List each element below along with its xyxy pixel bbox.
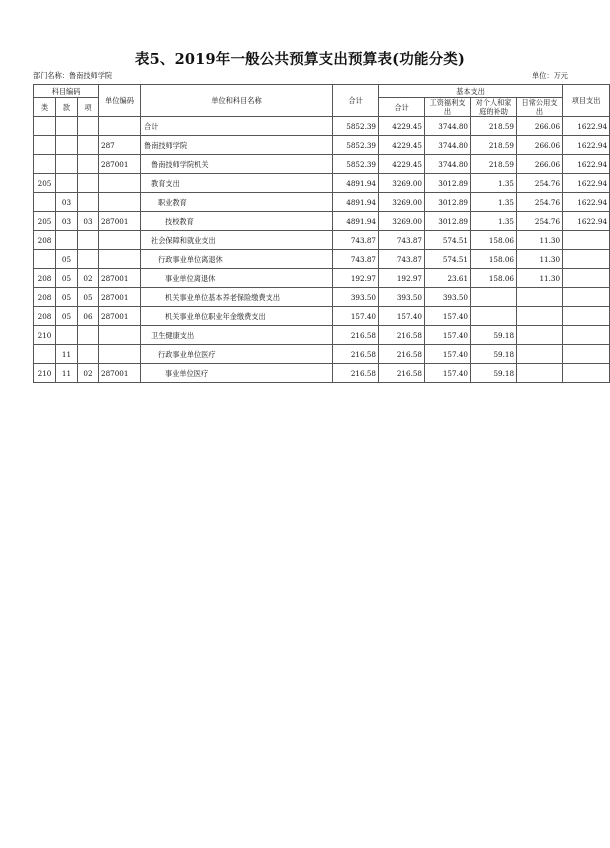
cell-salary: 3012.89 [425, 193, 471, 212]
cell-project [563, 288, 610, 307]
cell-basic-total: 3269.00 [379, 193, 425, 212]
cell-lei: 208 [34, 269, 56, 288]
cell-xiang [78, 326, 99, 345]
cell-name: 职业教育 [141, 193, 333, 212]
cell-personal: 59.18 [471, 326, 517, 345]
table-row [34, 117, 610, 136]
cell-unit-code: 287001 [99, 307, 141, 326]
table-row [34, 364, 610, 383]
budget-table [33, 84, 610, 383]
cell-basic-total: 4229.45 [379, 155, 425, 174]
cell-kuan [56, 174, 78, 193]
cell-daily: 254.76 [517, 212, 563, 231]
cell-project: 1622.94 [563, 136, 610, 155]
cell-project [563, 345, 610, 364]
cell-project [563, 250, 610, 269]
cell-name: 合计 [141, 117, 333, 136]
cell-salary: 157.40 [425, 307, 471, 326]
cell-total: 393.50 [333, 288, 379, 307]
cell-total: 5852.39 [333, 155, 379, 174]
cell-xiang: 02 [78, 269, 99, 288]
table-row [34, 212, 610, 231]
cell-kuan: 03 [56, 212, 78, 231]
header-subject-code: 科目编码 [34, 85, 99, 98]
cell-project [563, 307, 610, 326]
table-row [34, 250, 610, 269]
cell-personal: 1.35 [471, 174, 517, 193]
cell-unit-code: 287001 [99, 155, 141, 174]
cell-kuan [56, 155, 78, 174]
cell-project: 1622.94 [563, 212, 610, 231]
cell-unit-code [99, 117, 141, 136]
cell-xiang: 05 [78, 288, 99, 307]
cell-project: 1622.94 [563, 174, 610, 193]
cell-personal: 158.06 [471, 269, 517, 288]
cell-personal: 1.35 [471, 212, 517, 231]
cell-kuan [56, 231, 78, 250]
cell-total: 5852.39 [333, 136, 379, 155]
department-name: 部门名称：鲁南技师学院 [33, 71, 113, 80]
cell-project [563, 326, 610, 345]
cell-kuan: 11 [56, 345, 78, 364]
cell-daily: 11.30 [517, 250, 563, 269]
cell-lei: 208 [34, 307, 56, 326]
cell-kuan [56, 326, 78, 345]
cell-name: 鲁南技师学院机关 [141, 155, 333, 174]
table-row [34, 326, 610, 345]
cell-personal: 59.18 [471, 364, 517, 383]
cell-total: 4891.94 [333, 193, 379, 212]
cell-salary: 23.61 [425, 269, 471, 288]
cell-personal: 218.59 [471, 136, 517, 155]
cell-unit-code [99, 250, 141, 269]
cell-total: 743.87 [333, 250, 379, 269]
cell-daily: 266.06 [517, 155, 563, 174]
header-personal-line1: 对个人和家 [475, 98, 512, 107]
cell-lei: 208 [34, 231, 56, 250]
cell-daily [517, 307, 563, 326]
header-daily-line2: 出 [535, 107, 544, 116]
cell-salary: 3744.80 [425, 155, 471, 174]
cell-lei [34, 250, 56, 269]
cell-xiang [78, 155, 99, 174]
cell-xiang: 02 [78, 364, 99, 383]
cell-name: 事业单位离退休 [141, 269, 333, 288]
header-salary-line1: 工资福利支 [429, 98, 466, 107]
cell-total: 157.40 [333, 307, 379, 326]
cell-unit-code: 287001 [99, 269, 141, 288]
cell-kuan [56, 136, 78, 155]
cell-unit-code [99, 326, 141, 345]
cell-xiang [78, 345, 99, 364]
cell-name: 行政事业单位医疗 [141, 345, 333, 364]
cell-salary: 574.51 [425, 250, 471, 269]
header-salary [425, 98, 471, 117]
cell-xiang: 03 [78, 212, 99, 231]
cell-basic-total: 4229.45 [379, 136, 425, 155]
header-total: 合计 [333, 85, 379, 117]
cell-basic-total: 192.97 [379, 269, 425, 288]
cell-lei: 205 [34, 212, 56, 231]
header-basic: 基本支出 [379, 85, 563, 98]
cell-total: 4891.94 [333, 174, 379, 193]
cell-name: 社会保障和就业支出 [141, 231, 333, 250]
header-kuan: 款 [56, 98, 78, 117]
table-row [34, 193, 610, 212]
cell-basic-total: 393.50 [379, 288, 425, 307]
cell-personal: 218.59 [471, 155, 517, 174]
cell-daily [517, 345, 563, 364]
cell-basic-total: 3269.00 [379, 212, 425, 231]
header-personal-line2: 庭的补助 [479, 107, 508, 116]
table-row [34, 136, 610, 155]
cell-basic-total: 4229.45 [379, 117, 425, 136]
cell-lei [34, 117, 56, 136]
cell-name: 机关事业单位基本养老保险缴费支出 [141, 288, 333, 307]
cell-unit-code: 287 [99, 136, 141, 155]
cell-kuan: 05 [56, 250, 78, 269]
cell-kuan: 05 [56, 288, 78, 307]
cell-basic-total: 743.87 [379, 250, 425, 269]
cell-total: 743.87 [333, 231, 379, 250]
cell-personal: 158.06 [471, 250, 517, 269]
cell-total: 216.58 [333, 326, 379, 345]
cell-personal: 158.06 [471, 231, 517, 250]
cell-daily: 254.76 [517, 174, 563, 193]
cell-personal: 218.59 [471, 117, 517, 136]
cell-xiang [78, 117, 99, 136]
cell-xiang: 06 [78, 307, 99, 326]
cell-salary: 3012.89 [425, 174, 471, 193]
cell-lei: 210 [34, 326, 56, 345]
cell-unit-code: 287001 [99, 364, 141, 383]
cell-daily: 266.06 [517, 136, 563, 155]
cell-personal: 59.18 [471, 345, 517, 364]
header-daily [517, 98, 563, 117]
table-row [34, 174, 610, 193]
cell-unit-code [99, 193, 141, 212]
table-row [34, 307, 610, 326]
cell-personal [471, 307, 517, 326]
cell-xiang [78, 136, 99, 155]
table-row [34, 345, 610, 364]
cell-unit-code [99, 174, 141, 193]
cell-salary: 3744.80 [425, 136, 471, 155]
header-daily-line1: 日常公用支 [521, 98, 558, 107]
header-lei: 类 [34, 98, 56, 117]
cell-name: 技校教育 [141, 212, 333, 231]
cell-lei: 205 [34, 174, 56, 193]
page-title: 表5、2019年一般公共预算支出预算表(功能分类) [134, 51, 466, 68]
cell-salary: 3012.89 [425, 212, 471, 231]
cell-unit-code [99, 231, 141, 250]
cell-personal: 1.35 [471, 193, 517, 212]
table-row [34, 231, 610, 250]
cell-lei [34, 155, 56, 174]
cell-project [563, 364, 610, 383]
cell-daily [517, 326, 563, 345]
cell-daily [517, 288, 563, 307]
cell-lei [34, 136, 56, 155]
cell-daily: 11.30 [517, 269, 563, 288]
header-basic-total: 合计 [379, 98, 425, 117]
table-row [34, 269, 610, 288]
cell-project: 1622.94 [563, 117, 610, 136]
cell-kuan: 11 [56, 364, 78, 383]
cell-kuan: 03 [56, 193, 78, 212]
cell-basic-total: 743.87 [379, 231, 425, 250]
cell-daily: 11.30 [517, 231, 563, 250]
header-name: 单位和科目名称 [141, 85, 333, 117]
cell-kuan: 05 [56, 307, 78, 326]
cell-basic-total: 157.40 [379, 307, 425, 326]
cell-kuan: 05 [56, 269, 78, 288]
table-row [34, 155, 610, 174]
cell-name: 行政事业单位离退休 [141, 250, 333, 269]
cell-total: 5852.39 [333, 117, 379, 136]
cell-total: 192.97 [333, 269, 379, 288]
cell-project: 1622.94 [563, 155, 610, 174]
cell-salary: 574.51 [425, 231, 471, 250]
cell-salary: 393.50 [425, 288, 471, 307]
cell-salary: 157.40 [425, 364, 471, 383]
header-xiang: 项 [78, 98, 99, 117]
cell-basic-total: 216.58 [379, 345, 425, 364]
cell-project: 1622.94 [563, 193, 610, 212]
cell-basic-total: 3269.00 [379, 174, 425, 193]
header-row-1 [34, 85, 610, 98]
header-salary-line2: 出 [443, 107, 452, 116]
cell-name: 机关事业单位职业年金缴费支出 [141, 307, 333, 326]
cell-daily: 254.76 [517, 193, 563, 212]
cell-unit-code: 287001 [99, 288, 141, 307]
cell-xiang [78, 250, 99, 269]
header-personal [471, 98, 517, 117]
cell-total: 4891.94 [333, 212, 379, 231]
cell-total: 216.58 [333, 364, 379, 383]
cell-personal [471, 288, 517, 307]
cell-unit-code [99, 345, 141, 364]
cell-xiang [78, 193, 99, 212]
cell-name: 教育支出 [141, 174, 333, 193]
cell-daily: 266.06 [517, 117, 563, 136]
cell-basic-total: 216.58 [379, 326, 425, 345]
cell-lei: 208 [34, 288, 56, 307]
cell-lei: 210 [34, 364, 56, 383]
cell-name: 卫生健康支出 [141, 326, 333, 345]
cell-lei [34, 193, 56, 212]
cell-name: 事业单位医疗 [141, 364, 333, 383]
cell-lei [34, 345, 56, 364]
cell-basic-total: 216.58 [379, 364, 425, 383]
header-project: 项目支出 [563, 85, 610, 117]
cell-salary: 157.40 [425, 326, 471, 345]
cell-salary: 3744.80 [425, 117, 471, 136]
cell-total: 216.58 [333, 345, 379, 364]
cell-project [563, 231, 610, 250]
unit-label: 单位：万元 [532, 71, 568, 80]
cell-salary: 157.40 [425, 345, 471, 364]
cell-name: 鲁南技师学院 [141, 136, 333, 155]
cell-kuan [56, 117, 78, 136]
header-unit-code: 单位编码 [99, 85, 141, 117]
cell-xiang [78, 231, 99, 250]
cell-xiang [78, 174, 99, 193]
cell-unit-code: 287001 [99, 212, 141, 231]
cell-project [563, 269, 610, 288]
table-row [34, 288, 610, 307]
cell-daily [517, 364, 563, 383]
